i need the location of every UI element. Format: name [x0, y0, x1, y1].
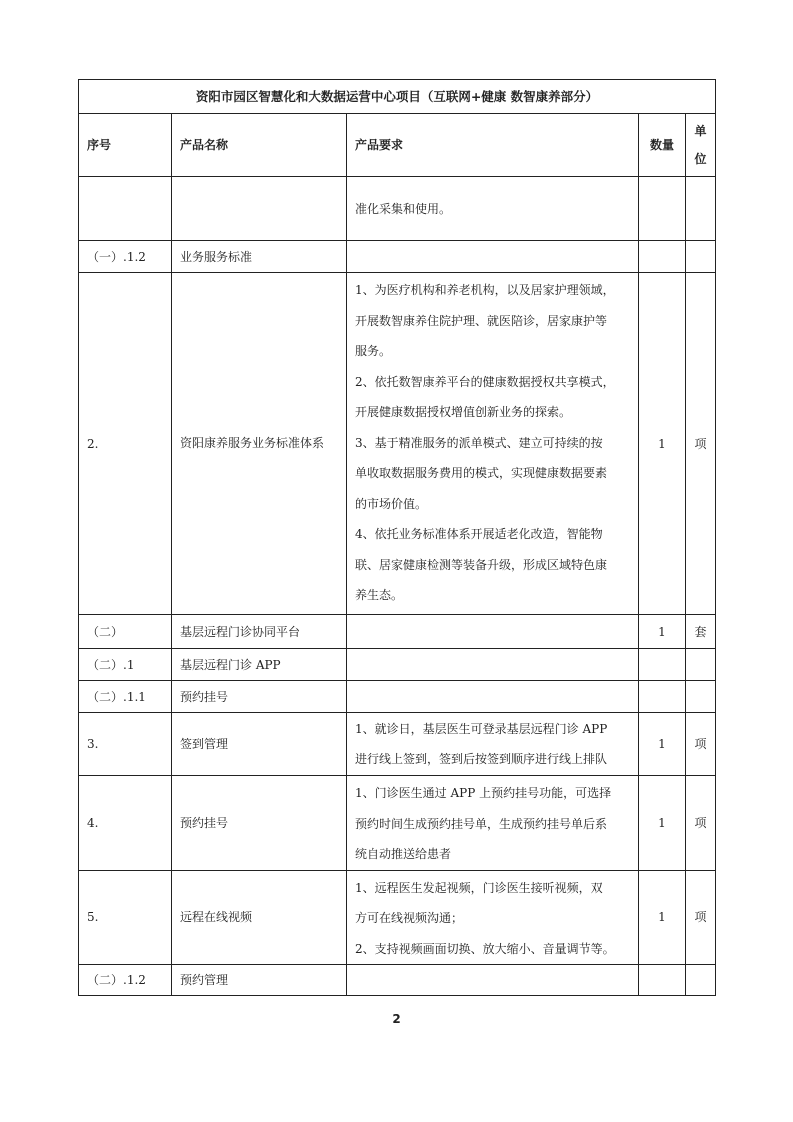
requirement-line: 1、门诊医生通过 APP 上预约挂号功能，可选择: [355, 786, 612, 800]
requirement-line: 2、依托数智康养平台的健康数据授权共享模式，: [355, 374, 615, 389]
product-table: [78, 79, 716, 996]
cell-quantity: [639, 649, 686, 681]
table-row: [79, 713, 716, 776]
header-quantity: 数量: [639, 114, 686, 177]
cell-quantity: 1: [639, 273, 686, 615]
requirement-line: 联、居家健康检测等装备升级，形成区域特色康: [355, 557, 608, 572]
cell-product-name: [172, 177, 347, 241]
cell-no: （一）.1.2: [79, 241, 172, 273]
cell-unit: [686, 177, 716, 241]
cell-product-name: 远程在线视频: [172, 870, 347, 965]
cell-no: 2.: [79, 273, 172, 615]
requirement-line: 准化采集和使用。: [355, 201, 452, 216]
cell-unit: 项: [686, 273, 716, 615]
requirement-line: 1、为医疗机构和养老机构，以及居家护理领域，: [355, 283, 615, 297]
cell-requirements: [347, 615, 639, 649]
cell-no: （二）: [79, 615, 172, 649]
cell-quantity: [639, 681, 686, 713]
cell-requirements: [347, 649, 639, 681]
cell-no: 3.: [79, 713, 172, 776]
requirement-line: 1、远程医生发起视频，门诊医生接听视频，双: [355, 880, 603, 895]
cell-product-name: 资阳康养服务业务标准体系: [172, 273, 347, 615]
header-unit-line1: 单: [694, 124, 707, 138]
cell-quantity: [639, 241, 686, 273]
cell-product-name: 基层远程门诊协同平台: [172, 615, 347, 649]
table-row: [79, 241, 716, 273]
cell-no: （二）.1: [79, 649, 172, 681]
cell-unit: [686, 241, 716, 273]
requirement-line: 开展数智康养住院护理、就医陪诊，居家康护等: [355, 313, 608, 328]
table-row: [79, 273, 716, 615]
cell-requirements: [347, 776, 639, 871]
cell-no: [79, 177, 172, 241]
cell-requirements: [347, 965, 639, 996]
header-no: 序号: [79, 114, 172, 177]
requirement-line: 2、支持视频画面切换、放大缩小、音量调节等。: [355, 941, 615, 956]
requirement-line: 服务。: [355, 344, 392, 358]
requirement-line: 统自动推送给患者: [355, 847, 452, 861]
cell-no: 4.: [79, 776, 172, 871]
table-row: [79, 776, 716, 871]
cell-quantity: 1: [639, 870, 686, 965]
requirement-line: 开展健康数据授权增值创新业务的探索。: [355, 405, 572, 419]
cell-unit: [686, 965, 716, 996]
cell-quantity: [639, 177, 686, 241]
page-number: 2: [392, 1012, 401, 1026]
cell-unit: [686, 681, 716, 713]
table-row: [79, 965, 716, 996]
cell-product-name: 预约挂号: [172, 681, 347, 713]
table-row: [79, 681, 716, 713]
cell-no: （二）.1.1: [79, 681, 172, 713]
cell-requirements: [347, 177, 639, 241]
header-unit-line2: 位: [694, 152, 707, 166]
requirement-line: 养生态。: [355, 588, 404, 602]
cell-product-name: 预约管理: [172, 965, 347, 996]
table-row: [79, 870, 716, 965]
table-row: [79, 649, 716, 681]
cell-unit: 项: [686, 870, 716, 965]
requirement-line: 1、就诊日，基层医生可登录基层远程门诊 APP: [355, 722, 608, 736]
cell-unit: 项: [686, 713, 716, 776]
requirement-line: 进行线上签到，签到后按签到顺序进行线上排队: [355, 752, 608, 766]
cell-quantity: 1: [639, 615, 686, 649]
cell-product-name: 预约挂号: [172, 776, 347, 871]
cell-requirements: [347, 273, 639, 615]
header-unit: [686, 114, 716, 177]
cell-requirements: [347, 241, 639, 273]
table-title: 资阳市园区智慧化和大数据运营中心项目（互联网+健康 数智康养部分）: [79, 80, 716, 114]
cell-product-name: 业务服务标准: [172, 241, 347, 273]
cell-requirements: [347, 870, 639, 965]
cell-no: （二）.1.2: [79, 965, 172, 996]
requirement-line: 单收取数据服务费用的模式，实现健康数据要素: [355, 466, 608, 480]
cell-product-name: 基层远程门诊 APP: [172, 649, 347, 681]
cell-quantity: 1: [639, 713, 686, 776]
requirement-line: 4、依托业务标准体系开展适老化改造，智能物: [355, 527, 603, 541]
cell-unit: [686, 649, 716, 681]
cell-requirements: [347, 681, 639, 713]
table-row: [79, 177, 716, 241]
cell-unit: 套: [686, 615, 716, 649]
requirement-line: 预约时间生成预约挂号单，生成预约挂号单后系: [355, 816, 608, 831]
header-product-name: 产品名称: [172, 114, 347, 177]
cell-quantity: 1: [639, 776, 686, 871]
requirement-line: 3、基于精准服务的派单模式、建立可持续的按: [355, 435, 603, 450]
requirement-line: 方可在线视频沟通；: [355, 911, 464, 925]
header-requirements: 产品要求: [347, 114, 639, 177]
cell-unit: 项: [686, 776, 716, 871]
cell-no: 5.: [79, 870, 172, 965]
table-row: [79, 615, 716, 649]
cell-product-name: 签到管理: [172, 713, 347, 776]
cell-quantity: [639, 965, 686, 996]
cell-requirements: [347, 713, 639, 776]
requirement-line: 的市场价值。: [355, 496, 428, 511]
